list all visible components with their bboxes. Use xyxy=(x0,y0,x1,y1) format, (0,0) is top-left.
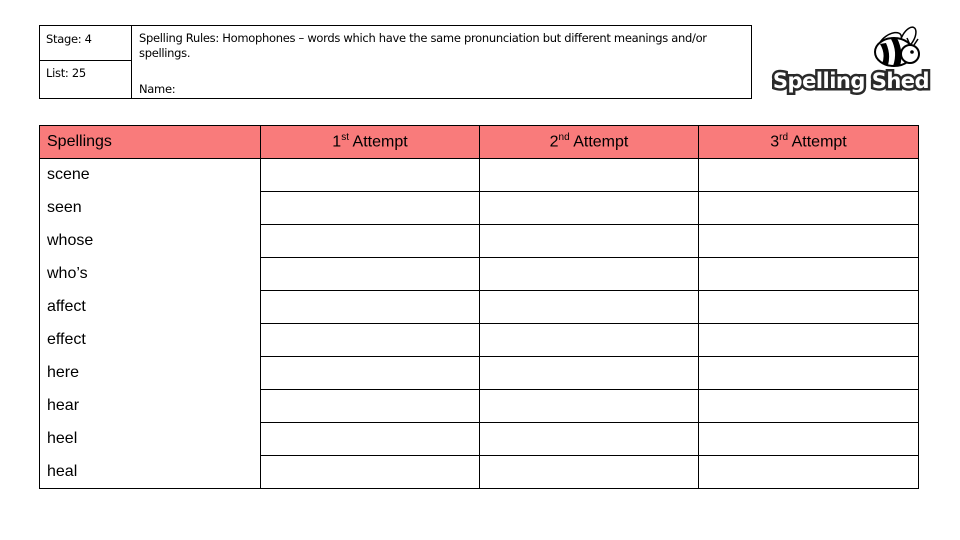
header-third-num: 3 xyxy=(770,133,780,151)
header-second-num: 2 xyxy=(549,133,559,151)
attempt-cell[interactable] xyxy=(261,390,480,423)
header-third-attempt xyxy=(699,126,919,159)
attempt-cell[interactable] xyxy=(261,225,480,258)
attempt-cell[interactable] xyxy=(261,423,480,456)
table-row xyxy=(40,324,919,357)
spelling-word: heel xyxy=(40,423,261,456)
header-spellings: Spellings xyxy=(40,126,261,159)
spelling-word: whose xyxy=(40,225,261,258)
bee-icon xyxy=(875,25,919,66)
table-row xyxy=(40,423,919,456)
attempt-cell[interactable] xyxy=(699,357,919,390)
attempt-cell[interactable] xyxy=(480,423,699,456)
header-second-rest: Attempt xyxy=(569,133,629,151)
attempt-cell[interactable] xyxy=(699,390,919,423)
attempt-cell[interactable] xyxy=(480,225,699,258)
attempt-cell[interactable] xyxy=(480,291,699,324)
spelling-word: here xyxy=(40,357,261,390)
table-row xyxy=(40,357,919,390)
header-first-sup: st xyxy=(341,132,349,144)
attempt-cell[interactable] xyxy=(261,159,480,192)
stage-label: Stage: 4 xyxy=(46,32,92,46)
attempt-cell[interactable] xyxy=(480,456,699,489)
spelling-word: scene xyxy=(40,159,261,192)
attempt-cell[interactable] xyxy=(480,357,699,390)
header-first-rest: Attempt xyxy=(348,133,408,151)
table-row xyxy=(40,225,919,258)
header-first-attempt xyxy=(261,126,480,159)
attempt-cell[interactable] xyxy=(699,291,919,324)
spelling-rules-text: Spelling Rules: Homophones – words which have the same pronunciation but different meanings and/or spellings. xyxy=(139,31,707,60)
name-field-label: Name: xyxy=(139,82,176,96)
attempt-cell[interactable] xyxy=(699,456,919,489)
header-third-sup: rd xyxy=(779,132,789,144)
info-box xyxy=(39,25,752,99)
list-label: List: 25 xyxy=(46,66,86,80)
table-row xyxy=(40,390,919,423)
header-first-num: 1 xyxy=(332,133,342,151)
attempt-cell[interactable] xyxy=(480,324,699,357)
spelling-word: effect xyxy=(40,324,261,357)
spelling-word: heal xyxy=(40,456,261,489)
logo-wordmark: Spelling Shed xyxy=(772,69,930,93)
table-row xyxy=(40,456,919,489)
attempt-cell[interactable] xyxy=(480,390,699,423)
table-row xyxy=(40,258,919,291)
header-second-attempt xyxy=(480,126,699,159)
spelling-word: affect xyxy=(40,291,261,324)
attempt-cell[interactable] xyxy=(699,423,919,456)
attempt-cell[interactable] xyxy=(261,192,480,225)
attempt-cell[interactable] xyxy=(261,324,480,357)
attempt-cell[interactable] xyxy=(261,258,480,291)
spelling-shed-logo xyxy=(770,14,932,96)
attempt-cell[interactable] xyxy=(699,258,919,291)
attempt-cell[interactable] xyxy=(699,324,919,357)
attempt-cell[interactable] xyxy=(261,357,480,390)
attempt-cell[interactable] xyxy=(261,291,480,324)
table-row xyxy=(40,192,919,225)
stage-cell xyxy=(40,26,132,61)
table-row xyxy=(40,159,919,192)
spelling-word: who’s xyxy=(40,258,261,291)
header-third-rest: Attempt xyxy=(788,133,847,151)
table-header-row xyxy=(40,126,919,159)
spellings-table xyxy=(39,125,919,489)
attempt-cell[interactable] xyxy=(480,192,699,225)
list-cell xyxy=(40,61,132,98)
attempt-cell[interactable] xyxy=(480,159,699,192)
attempt-cell[interactable] xyxy=(699,159,919,192)
spelling-word: seen xyxy=(40,192,261,225)
attempt-cell[interactable] xyxy=(480,258,699,291)
spelling-word: hear xyxy=(40,390,261,423)
table-row xyxy=(40,291,919,324)
attempt-cell[interactable] xyxy=(261,456,480,489)
header-second-sup: nd xyxy=(558,132,570,144)
attempt-cell[interactable] xyxy=(699,225,919,258)
attempt-cell[interactable] xyxy=(699,192,919,225)
